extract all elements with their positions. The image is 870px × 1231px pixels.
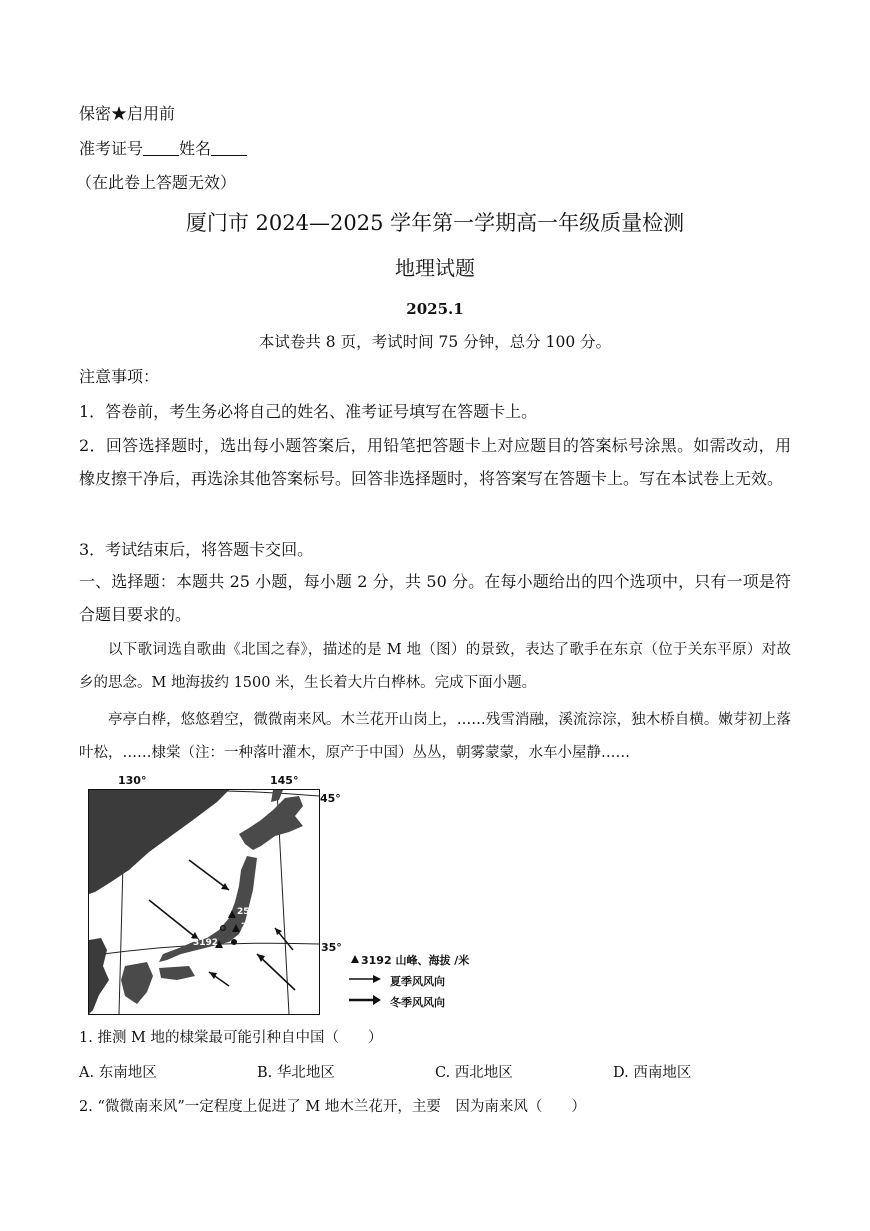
peak-legend-icon [350, 954, 360, 964]
question-1-stem: 1. 推测 M 地的棣棠最可能引种自中国（ ） [79, 1030, 383, 1046]
exam-title: 厦门市 2024—2025 学年第一学期高一年级质量检测 [185, 211, 685, 235]
peak-2578-label: 2578 [237, 907, 263, 917]
name-label: 姓名 [179, 139, 212, 158]
pacific-ocean-label: 太 平 洋 [235, 988, 276, 1001]
notes-heading: 注意事项： [79, 367, 160, 386]
question-1-option-a: A. 东南地区 [79, 1065, 157, 1081]
latitude-35-label: 35° [321, 941, 342, 954]
section-1-heading: 一、选择题：本题共 25 小题，每小题 2 分，共 50 分。在每小题给出的四个选项中，只有一项是符合题目要求的。 [79, 572, 791, 624]
map-graphic [89, 790, 319, 1014]
question-2-stem: 2. “微微南来风”一定程度上促进了 M 地木兰花开，主要 因为南来风（ ） [79, 1099, 586, 1115]
sea-of-japan-label: 日 本 海 [129, 884, 170, 897]
longitude-145-label: 145° [270, 774, 299, 787]
question-1-option-c: C. 西北地区 [435, 1065, 513, 1081]
question-1-option-b: B. 华北地区 [257, 1065, 335, 1081]
note-item-1: 1．答卷前，考生务必将自己的姓名、准考证号填写在答题卡上。 [79, 402, 538, 421]
question-1-option-d: D. 西南地区 [613, 1065, 692, 1081]
song-lyrics: 亭亭白桦，悠悠碧空，微微南来风。木兰花开山岗上，……残雪消融，溪流淙淙，独木桥自横。嫩芽初上落叶松，……棣棠（注：一种落叶灌木，原产于中国）丛丛，朝雾蒙蒙，水车小屋静…… [79, 712, 791, 761]
peak-2568-label: 2568 [241, 922, 267, 932]
m-location-label: M [212, 908, 224, 922]
candidate-number-label: 准考证号 [79, 139, 144, 158]
legend-peak-text: 3192 山峰、海拔 /米 [361, 954, 470, 967]
question-intro: 以下歌词选自歌曲《北国之春》，描述的是 M 地（图）的景致，表达了歌手在东京（位于关东平原）对故乡的思念。M 地海拔约 1500 米，生长着大片白桦林。完成下面小题。 [79, 642, 791, 691]
note-item-3: 3．考试结束后，将答题卡交回。 [79, 540, 314, 559]
tokyo-label: 东京 [237, 948, 257, 959]
candidate-number-blank [143, 139, 179, 156]
candidate-info-line [79, 138, 247, 160]
winter-monsoon-arrow-icon [348, 995, 382, 1005]
legend-summer-text: 夏季风风向 [390, 975, 445, 988]
summer-monsoon-arrow-icon [348, 974, 382, 984]
confidential-label: 保密★启用前 [79, 104, 176, 123]
peak-3192-label: 3192 [193, 938, 219, 948]
map-frame [88, 789, 320, 1015]
legend-winter-text: 冬季风风向 [390, 996, 445, 1009]
invalid-note: （在此卷上答题无效） [76, 173, 237, 192]
exam-subject: 地理试题 [395, 256, 475, 280]
latitude-45-label: 45° [320, 792, 341, 805]
exam-info: 本试卷共 8 页，考试时间 75 分钟，总分 100 分。 [258, 333, 612, 351]
longitude-130-label: 130° [118, 774, 147, 787]
note-item-2: 2．回答选择题时，选出每小题答案后，用铅笔把答题卡上对应题目的答案标号涂黑。如需改动，用橡皮擦干净后，再选涂其他答案标号。回答非选择题时，将答案写在答题卡上。写在本试卷上无效。 [79, 436, 791, 488]
name-blank [211, 139, 247, 156]
exam-date: 2025.1 [406, 300, 464, 318]
